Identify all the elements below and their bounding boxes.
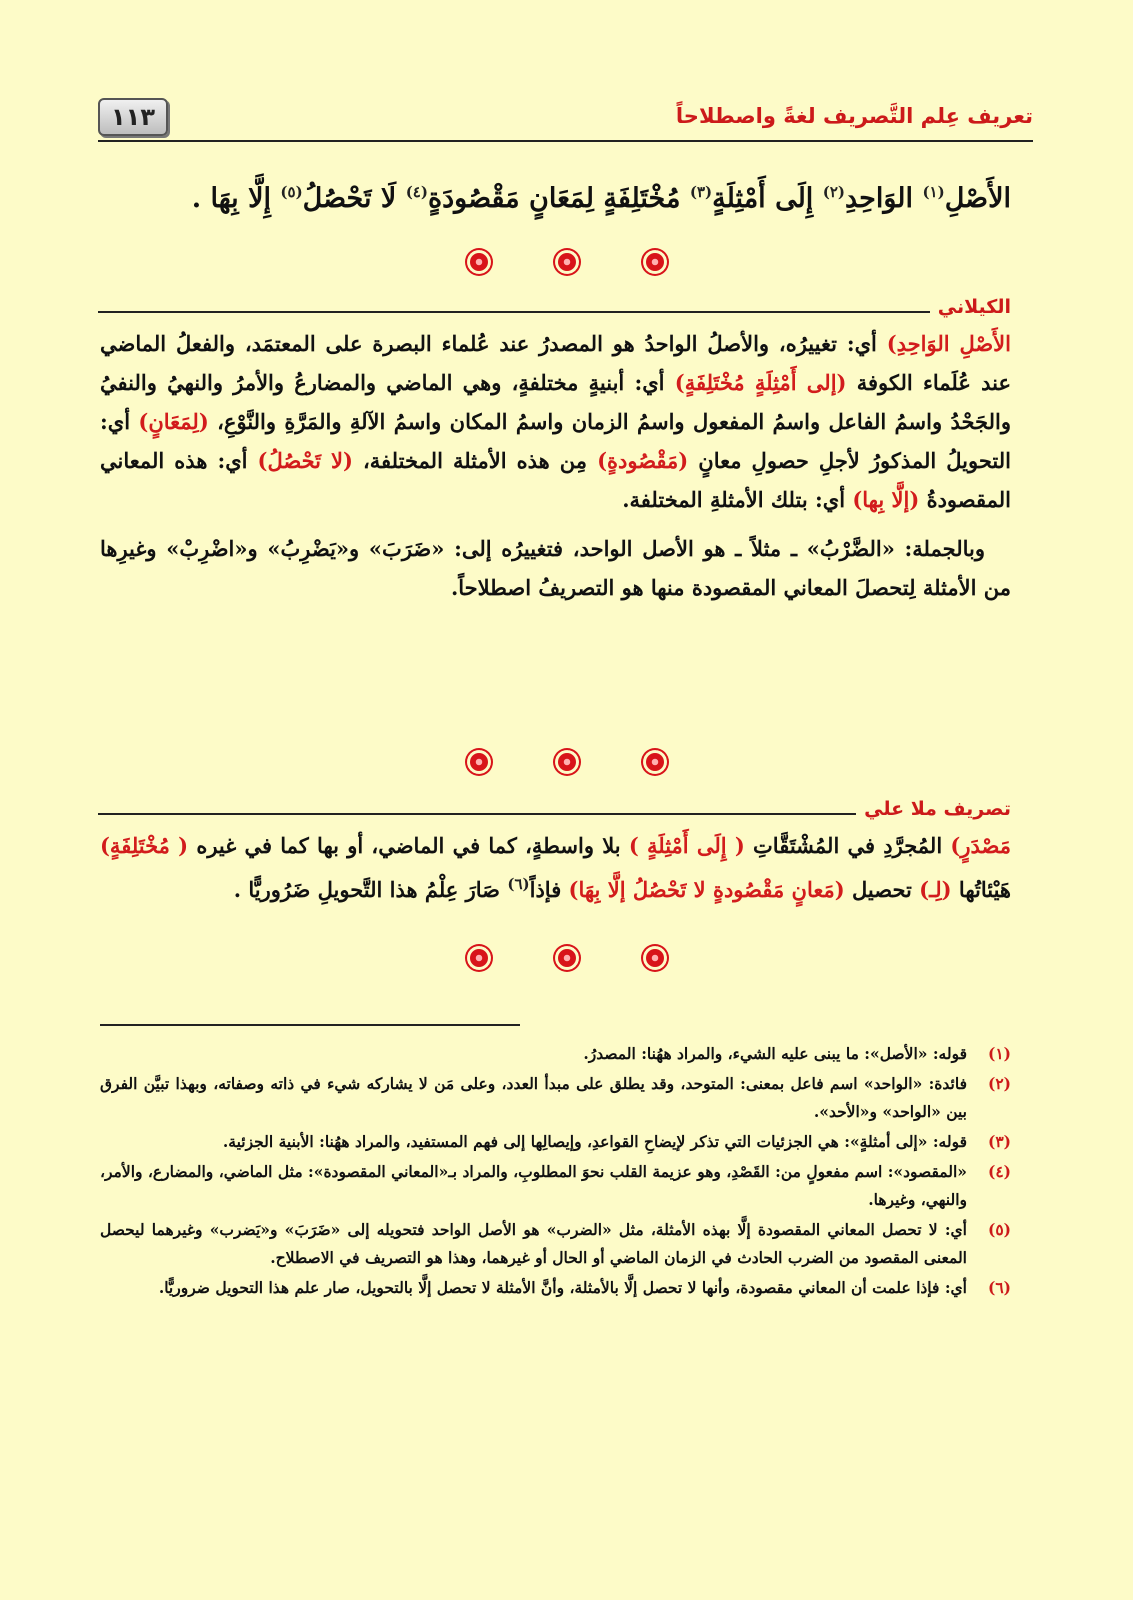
verse-segment: الأَصْلِ [944,183,1011,214]
footnote-number: (٤) [987,1162,1011,1181]
main-verse [100,166,1011,225]
footnote-ref[interactable]: (٤) [405,183,428,201]
commentary-text: بلا واسطةٍ، كما في الماضي، أو بها كما في غيره [188,833,629,858]
flower-separator [0,944,1133,974]
flower-ornament-icon [641,248,669,276]
flower-ornament-icon [553,944,581,972]
commentary-kilani [100,324,1011,607]
quoted-matn: (إلى أَمْثِلَةٍ مُخْتَلِفَةٍ) [674,370,847,395]
commentary-text: صَارَ عِلْمُ هذا التَّحويلِ ضَرُوريًّا . [233,877,508,902]
flower-ornament-icon [465,944,493,972]
quoted-matn: مَصْدَرٍ) [950,833,1011,858]
commentary-text: أي: بتلك الأمثلةِ المختلفة. [622,487,853,512]
footnote-separator [100,1024,520,1026]
section-heading-label: تصريف ملا علي [864,798,1011,820]
commentary-paragraph [100,826,1011,909]
verse-segment: إِلَّا بِهَا . [191,183,281,214]
commentary-text: فإذاً [529,877,569,902]
footnote-item [100,1158,1011,1214]
footnote-text: فائدة: «الواحد» اسم فاعل بمعنى: المتوحد، وقد يطلق على مبدأ العدد، وعلى مَن لا يشاركه شيء في ذاته وصفاته، وبهذا تبيَّن الفرق بين «الواحد» و«الأحد». [100,1074,967,1121]
commentary-text: وبالجملة: «الضَّرْبُ» ـ مثلاً ـ هو الأصل الواحد، فتغييرُه إلى: «ضَرَبَ» و«يَضْرِبُ» و«اضْرِبْ» وغيرِها من الأمثلة لِتحصلَ المعاني المقصودة منها هو التصريفُ اصطلاحاً. [100,536,1011,600]
quoted-matn: (مَقْصُودةٍ) [597,448,689,473]
quoted-matn: ( مُخْتَلِفَةٍ) [100,833,189,858]
flower-ornament-icon [553,748,581,776]
section-heading-mulla-ali [98,786,1011,820]
commentary-text: مِن هذه الأمثلة المختلفة، [352,448,598,473]
footnote-number: (٢) [987,1074,1011,1093]
running-title: تعريف عِلم التَّصريف لغةً واصطلاحاً [675,104,1033,128]
flower-ornament-icon [641,944,669,972]
quoted-matn: (لِمَعَانٍ) [138,409,209,434]
page-header [98,96,1033,142]
quoted-matn: الأَصْلِ الوَاحِدِ) [886,331,1011,356]
footnote-number: (٣) [987,1132,1011,1151]
commentary-paragraph [100,324,1011,519]
page-number-badge: ١١٣ [98,98,168,136]
footnote-text: أي: لا تحصل المعاني المقصودة إلَّا بهذه الأمثلة، مثل «الضرب» هو الأصل الواحد فتحويله إلى «ضَرَبَ» و«يَضرب» وغيرهما ليحصل المعنى المقصود من الضرب الحادث في الزمان الماضي أو الحال أو غيرهما، وهذا هو التصريف في الاصطلاح. [100,1220,967,1267]
footnote-text: قوله: «الأصل»: ما يبنى عليه الشيء، والمراد ههُنا: المصدرُ. [583,1044,967,1063]
flower-ornament-icon [553,248,581,276]
commentary-text: أي: هذه المعاني المقصودةُ [100,448,1011,512]
quoted-matn: ( إِلَى أَمْثِلَةٍ ) [628,833,745,858]
flower-ornament-icon [641,748,669,776]
flower-separator [0,248,1133,278]
commentary-text: تحصيل [844,877,920,902]
footnote-number: (١) [987,1044,1011,1063]
commentary-mulla-ali [100,826,1011,909]
commentary-text: أي: أبنيةٍ مختلفةٍ، وهي الماضي والمضارعُ والأمرُ والنهيُ والنفيُ والجَحْدُ واسمُ الفاعل واسمُ المفعول واسمُ الزمان واسمُ المكان واسمُ الآلةِ والمَرَّةِ والنَّوْعِ، [100,370,1011,434]
heading-rule [98,311,930,313]
quoted-matn: (مَعانٍ مَقْصُودةٍ لا تَحْصُلُ إلَّا بِهَا) [568,877,845,902]
commentary-text: أي: التحويلُ المذكورُ لأجلِ حصولِ معانٍ [100,409,1011,473]
quoted-matn: (لا تَحْصُلُ) [257,448,353,473]
footnotes [100,1040,1011,1304]
section-heading-label: الكيلاني [937,296,1011,318]
flower-ornament-icon [465,748,493,776]
commentary-text: أي: تغييرُه، والأصلُ الواحدُ هو المصدرُ عند عُلماء البصرة على المعتمَد، والفعلُ الماضي عند عُلَماء الكوفة [100,331,1011,395]
footnote-ref[interactable]: (١) [922,183,945,201]
footnote-text: «المقصود»: اسم مفعولٍ من: القَصْدِ، وهو عزيمة القلب نحوَ المطلوبِ، والمراد بـ«المعاني المقصودة»: مثل الماضي، والمضارع، والأمر، والنهي، وغيرها. [100,1162,967,1209]
footnote-number: (٥) [987,1220,1011,1239]
commentary-text: المُجرَّدِ في المُشْتَقَّاتِ [744,833,951,858]
footnote-ref[interactable]: (٦) [507,875,530,893]
footnote-text: أي: فإذا علمت أن المعاني مقصودة، وأنها لا تحصل إلَّا بالأمثلة، وأنَّ الأمثلة لا تحصل إلَّا بالتحويل، صار علم هذا التحويل ضروريًّا. [158,1278,967,1297]
flower-ornament-icon [465,248,493,276]
footnote-item [100,1274,1011,1302]
section-heading-kilani [98,284,1011,318]
footnote-item [100,1070,1011,1126]
heading-rule [98,813,856,815]
commentary-paragraph [100,529,1011,607]
verse-segment: الوَاحِدِ [844,183,923,214]
footnote-item [100,1216,1011,1272]
footnote-item [100,1128,1011,1156]
verse-segment: مُخْتَلِفَةٍ لِمَعَانٍ مَقْصُودَةٍ [427,183,690,214]
flower-separator [0,748,1133,778]
footnote-ref[interactable]: (٣) [689,183,713,201]
footnote-number: (٦) [987,1278,1011,1297]
footnote-item [100,1040,1011,1068]
quoted-matn: (إلَّا بِها) [852,487,920,512]
footnote-ref[interactable]: (٥) [280,183,303,201]
quoted-matn: (لِـ) [919,877,952,902]
verse-segment: لَا تَحْصُلُ [302,183,406,214]
footnote-text: قوله: «إلى أمثلةٍ»: هي الجزئيات التي تذكر لإيضاحِ القواعدِ، وإيصالِها إلى فهم المستفيد، والمراد ههُنا: الأبنية الجزئية. [222,1132,967,1151]
commentary-text: هَيْئاتُها [951,877,1011,902]
verse-segment: إِلَى أَمْثِلَةٍ [712,183,823,214]
footnote-ref[interactable]: (٢) [822,183,845,201]
